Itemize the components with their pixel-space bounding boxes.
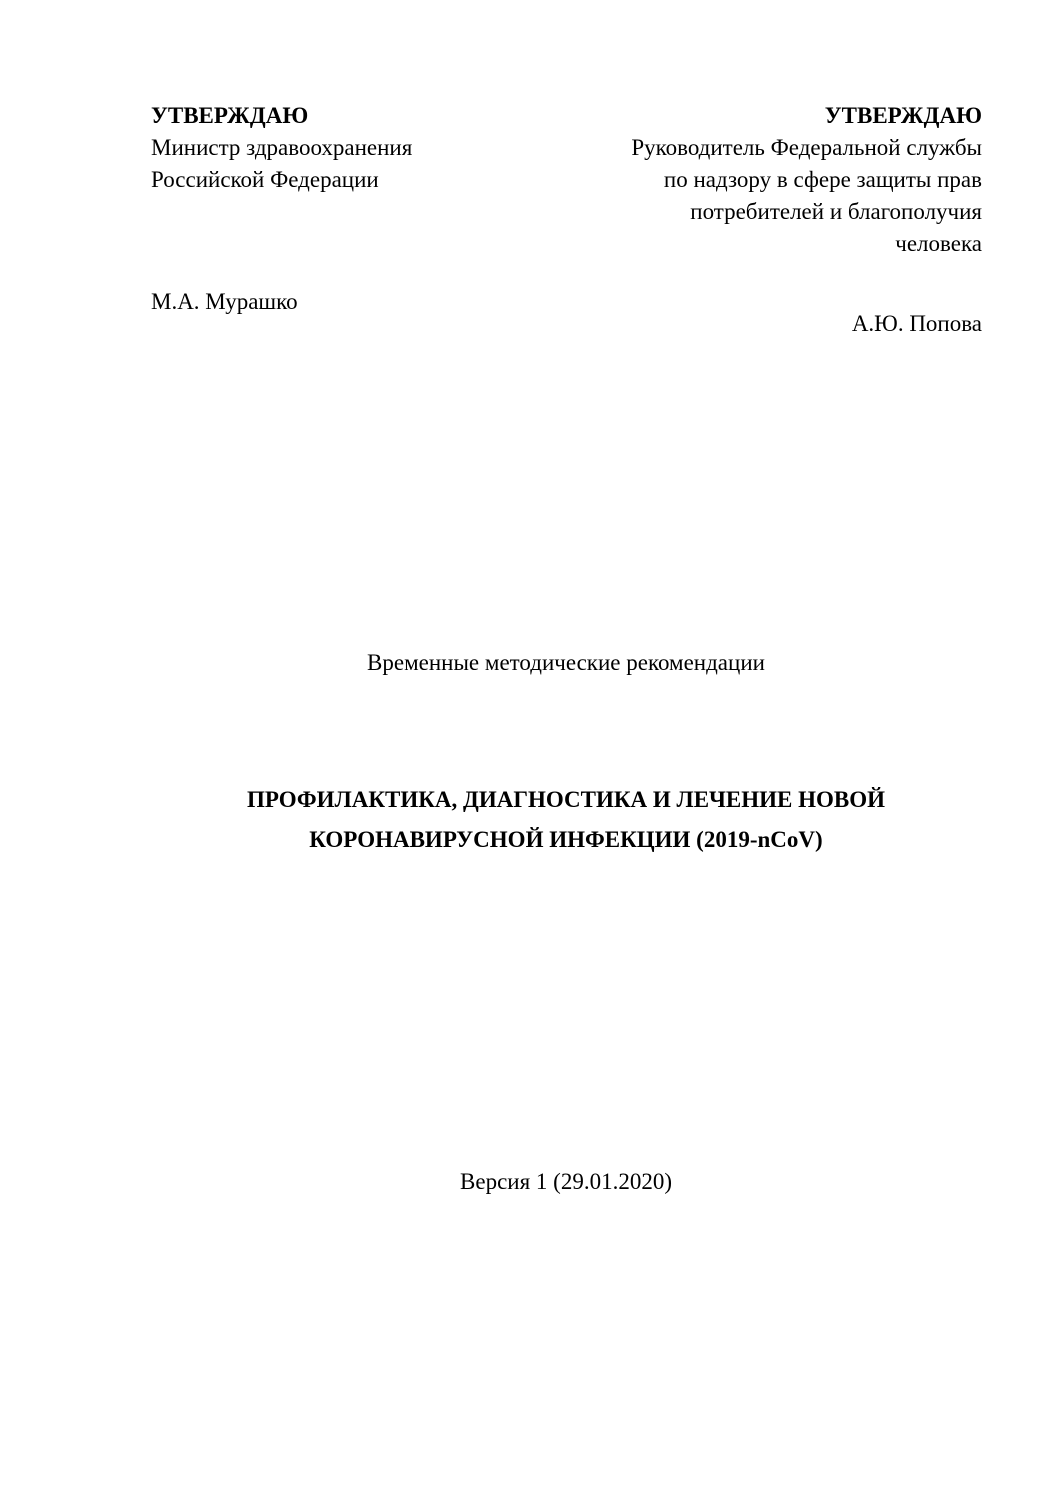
document-title-line: ПРОФИЛАКТИКА, ДИАГНОСТИКА И ЛЕЧЕНИЕ НОВОЙ — [246, 787, 886, 812]
document-subtitle: Временные методические рекомендации — [367, 650, 765, 675]
left-approval-block — [151, 100, 412, 196]
right-approval-line: по надзору в сфере защиты прав — [663, 167, 982, 192]
right-approval-line: Руководитель Федеральной службы — [631, 135, 982, 160]
document-version: Версия 1 (29.01.2020) — [460, 1169, 672, 1194]
right-approval-block — [631, 100, 982, 260]
left-approval-line: Министр здравоохранения — [151, 135, 413, 160]
right-approval-line: потребителей и благополучия — [690, 199, 982, 224]
document-title — [0, 780, 1058, 860]
document-title-line: КОРОНАВИРУСНОЙ ИНФЕКЦИИ (2019-nCoV) — [309, 827, 823, 852]
left-approval-line: Российской Федерации — [151, 167, 379, 192]
right-signatory-name: А.Ю. Попова — [851, 311, 982, 336]
right-approval-heading: УТВЕРЖДАЮ — [824, 103, 982, 128]
left-signatory-name: М.А. Мурашко — [151, 289, 298, 314]
left-approval-heading: УТВЕРЖДАЮ — [151, 103, 309, 128]
right-approval-line: человека — [895, 231, 982, 256]
